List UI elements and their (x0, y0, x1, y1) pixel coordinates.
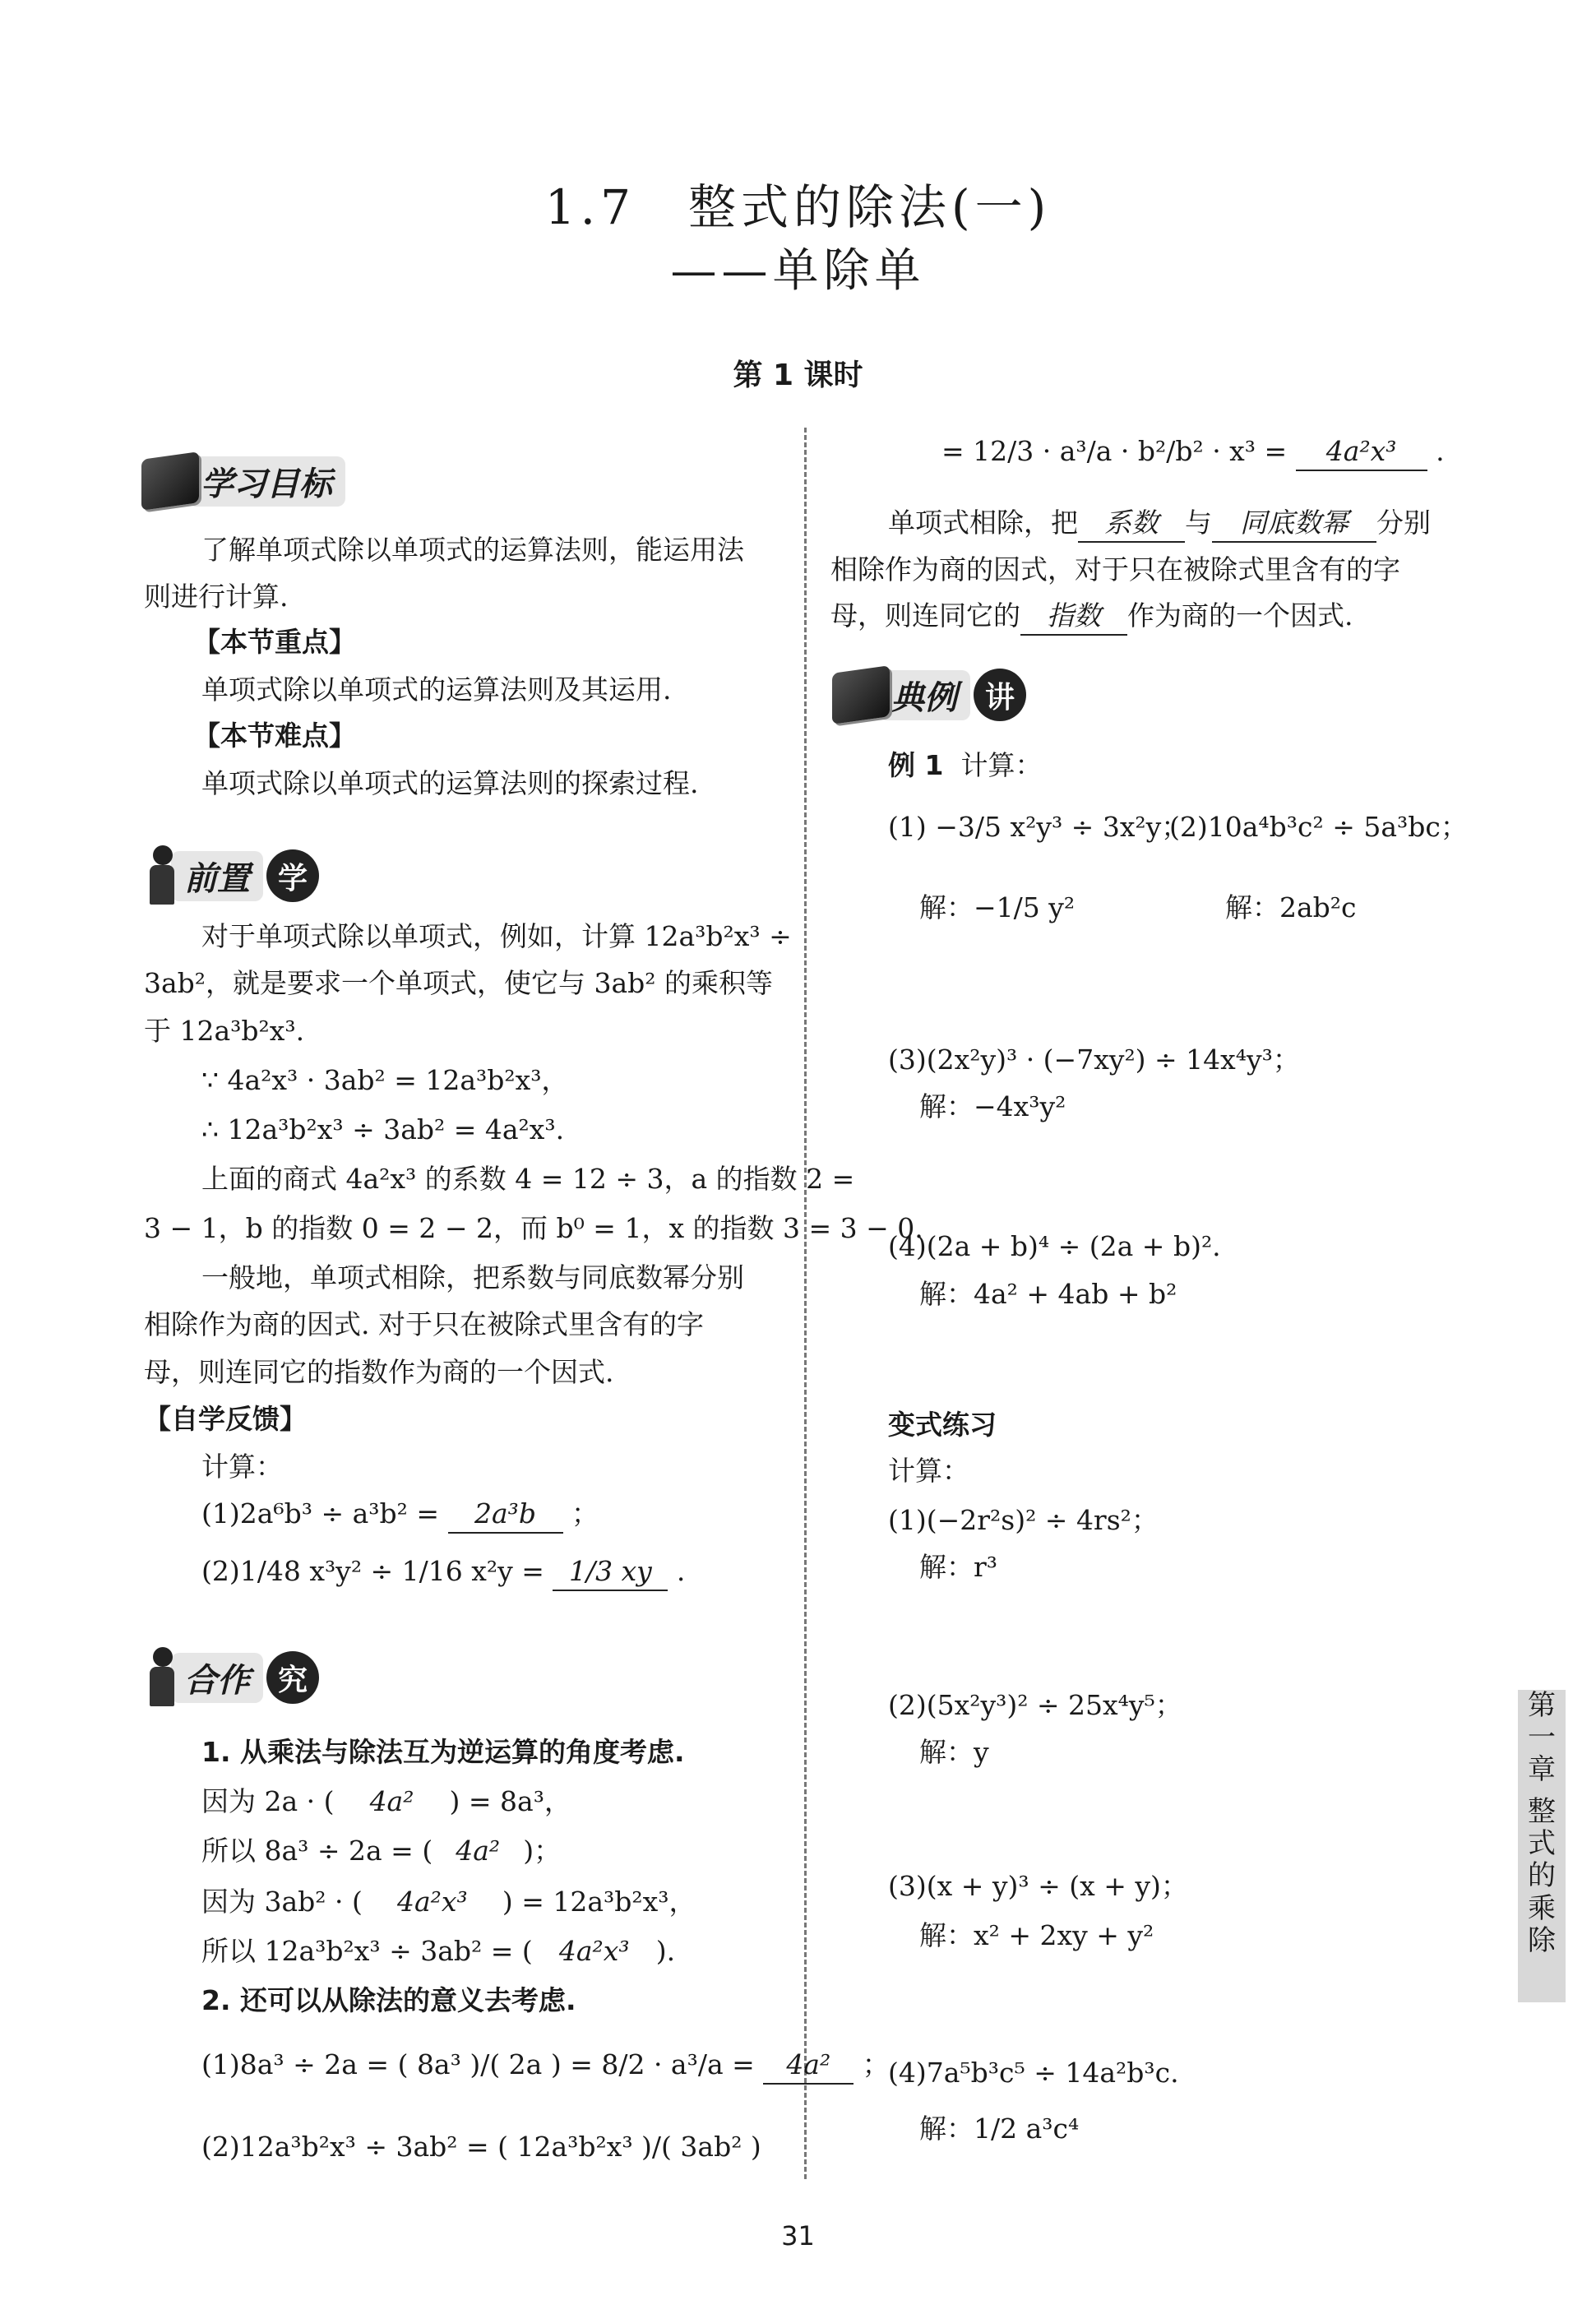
preview-p9: 相除作为商的因式. 对于只在被除式里含有的字 (144, 1308, 704, 1340)
key-text: 单项式除以单项式的运算法则及其运用. (201, 673, 672, 706)
variant-q1: (1)(−2r²s)² ÷ 4rs²； (888, 1504, 1159, 1536)
answer-blank: 系数 (1078, 506, 1185, 543)
feedback-calc: 计算： (201, 1451, 283, 1483)
feedback-q2: (2)1/48 x³y² ÷ 1/16 x²y = 1/3 xy . (201, 1554, 685, 1591)
preview-p5: ∴ 12a³b²x³ ÷ 3ab² = 4a²x³. (201, 1113, 565, 1145)
coop-c7: (1)8a³ ÷ 2a = ( 8a³ )/( 2a ) = 8/2 · a³/a = 4a² ； (201, 2048, 890, 2085)
chapter-side-tab: 第 一 章 整 式 的 乘 除 (1518, 1690, 1566, 2002)
example-q2: (2)10a⁴b³c² ÷ 5a³bc； (1169, 811, 1468, 843)
section-example-label: 典例 (878, 670, 970, 720)
section-example-circle: 讲 (974, 669, 1026, 721)
answer-blank: 同底数幂 (1212, 506, 1376, 543)
section-preview-circle: 学 (266, 849, 319, 902)
answer-blank: 4a²x³ (1296, 434, 1427, 471)
example-header: 例 1 计算： (888, 749, 1043, 781)
coop-c6: 2. 还可以从除法的意义去考虑. (201, 1984, 576, 2016)
coop-c2: 因为 2a · ( 4a² ) = 8a³， (201, 1785, 571, 1817)
example-s1: 解：−1/5 y² (919, 891, 1076, 923)
answer-blank: 指数 (1020, 599, 1127, 636)
variant-q3: (3)(x + y)³ ÷ (x + y)； (888, 1870, 1188, 1902)
person-icon (141, 1647, 183, 1708)
page-subtitle: ——单除单 (670, 244, 926, 298)
preview-p8: 一般地，单项式相除，把系数与同底数幂分别 (201, 1261, 744, 1293)
answer-blank: 4a² (763, 2048, 854, 2085)
preview-p10: 母，则连同它的指数作为商的一个因式. (144, 1356, 614, 1388)
cube-icon (141, 451, 199, 511)
feedback-label: 【自学反馈】 (144, 1403, 307, 1435)
goal-text-1: 了解单项式除以单项式的运算法则，能运用法 (201, 534, 744, 566)
right-r2: 单项式相除，把 系数 与 同底数幂 分别 (888, 506, 1431, 543)
answer-blank: 2a³b (448, 1497, 563, 1534)
variant-s4: 解：1/2 a³c⁴ (919, 2113, 1080, 2145)
person-icon (141, 845, 183, 906)
lesson-label: 第 1 课时 (733, 359, 863, 392)
section-preview-label: 前置 (171, 851, 263, 901)
answer-blank: 1/3 xy (553, 1554, 668, 1591)
example-q3: (3)(2x²y)³ · (−7xy²) ÷ 14x⁴y³； (888, 1044, 1300, 1076)
section-preview (141, 843, 319, 909)
section-example (832, 662, 1026, 728)
cube-icon (832, 665, 890, 724)
variant-label: 变式练习 (888, 1409, 997, 1441)
hard-label: 【本节难点】 (193, 720, 356, 752)
variant-q4: (4)7a⁵b³c⁵ ÷ 14a²b³c. (888, 2057, 1179, 2089)
section-coop-circle: 究 (266, 1651, 319, 1704)
preview-p1: 对于单项式除以单项式，例如，计算 12a³b²x³ ÷ (201, 920, 792, 952)
example-s2: 解：2ab²c (1225, 891, 1357, 923)
section-goals (141, 448, 345, 514)
page-title: 1.7 整式的除法(一) (544, 179, 1052, 235)
feedback-q1: (1)2a⁶b³ ÷ a³b² = 2a³b ； (201, 1497, 599, 1534)
preview-p3: 于 12a³b²x³. (144, 1015, 305, 1047)
page-number: 31 (781, 2220, 815, 2251)
variant-q2: (2)(5x²y³)² ÷ 25x⁴y⁵； (888, 1689, 1182, 1721)
section-coop-label: 合作 (171, 1653, 263, 1703)
coop-c3: 所以 8a³ ÷ 2a = ( 4a² )； (201, 1835, 562, 1867)
coop-c5: 所以 12a³b²x³ ÷ 3ab² = ( 4a²x³ ). (201, 1935, 676, 1967)
variant-s1: 解：r³ (919, 1551, 998, 1583)
preview-p7: 3 − 1，b 的指数 0 = 2 − 2，而 b⁰ = 1，x 的指数 3 = 3 − 0. (144, 1212, 923, 1244)
example-s3: 解：−4x³y² (919, 1090, 1066, 1122)
right-r3: 相除作为商的因式，对于只在被除式里含有的字 (830, 553, 1400, 585)
right-r1: = 12/3 · a³/a · b²/b² · x³ = 4a²x³ . (941, 434, 1445, 471)
preview-p4: ∵ 4a²x³ · 3ab² = 12a³b²x³， (201, 1064, 569, 1096)
preview-p6: 上面的商式 4a²x³ 的系数 4 = 12 ÷ 3，a 的指数 2 = (201, 1163, 855, 1195)
coop-c8: (2)12a³b²x³ ÷ 3ab² = ( 12a³b²x³ )/( 3ab² ) (201, 2131, 761, 2163)
column-divider (804, 428, 807, 2179)
example-q1: (1) −3/5 x²y³ ÷ 3x²y； (888, 811, 1189, 843)
example-s4: 解：4a² + 4ab + b² (919, 1278, 1177, 1310)
preview-p2: 3ab²，就是要求一个单项式，使它与 3ab² 的乘积等 (144, 967, 774, 999)
hard-text: 单项式除以单项式的运算法则的探索过程. (201, 767, 699, 799)
coop-c4: 因为 3ab² · ( 4a²x³ ) = 12a³b²x³， (201, 1886, 696, 1918)
key-label: 【本节重点】 (193, 626, 356, 658)
coop-c1: 1. 从乘法与除法互为逆运算的角度考虑. (201, 1736, 685, 1768)
goal-text-2: 则进行计算. (144, 581, 289, 613)
variant-calc: 计算： (888, 1455, 969, 1487)
example-q4: (4)(2a + b)⁴ ÷ (2a + b)². (888, 1230, 1221, 1262)
variant-s3: 解：x² + 2xy + y² (919, 1919, 1154, 1951)
variant-s2: 解：y (919, 1736, 989, 1768)
section-goals-label: 学习目标 (187, 456, 345, 507)
right-r4: 母，则连同它的 指数 作为商的一个因式. (830, 599, 1353, 636)
section-coop (141, 1645, 319, 1710)
